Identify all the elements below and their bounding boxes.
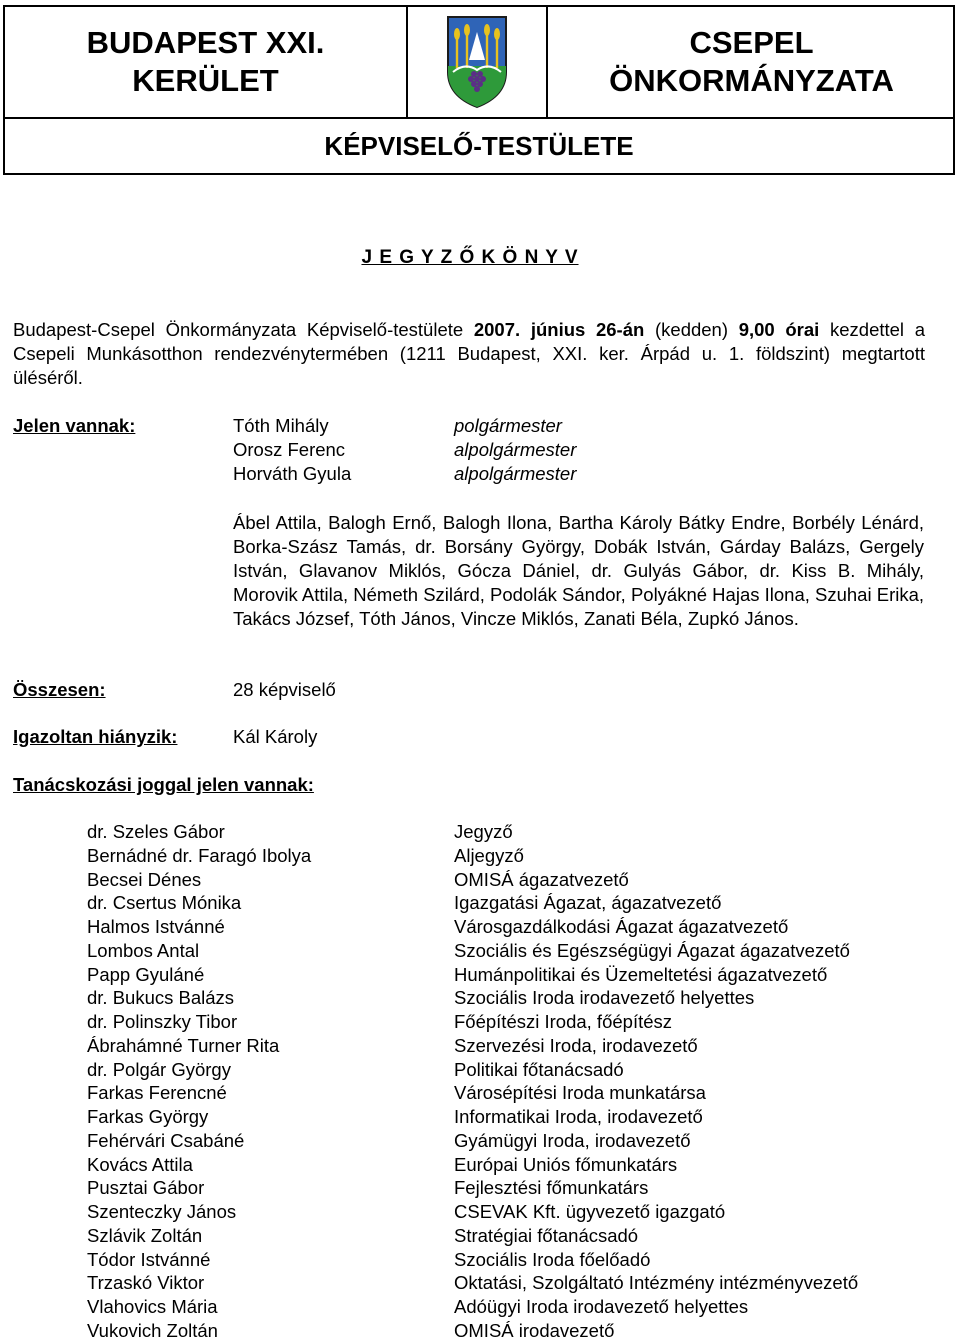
advisor-name: dr. Polgár György bbox=[87, 1058, 231, 1080]
advisory-list bbox=[87, 820, 947, 1343]
advisor-name: Lombos Antal bbox=[87, 939, 200, 961]
list-item bbox=[87, 915, 947, 939]
list-item bbox=[87, 844, 947, 868]
advisor-name: Vukovich Zoltán bbox=[87, 1319, 218, 1341]
list-item bbox=[87, 939, 947, 963]
advisor-role: Városépítési Iroda munkatársa bbox=[454, 1082, 706, 1104]
absent-label: Igazoltan hiányzik: bbox=[13, 726, 178, 747]
district-title: BUDAPEST XXI. KERÜLET bbox=[5, 7, 408, 117]
advisor-name: Trzaskó Viktor bbox=[87, 1272, 205, 1294]
list-item bbox=[87, 1319, 947, 1343]
list-item bbox=[87, 1200, 947, 1224]
coat-of-arms bbox=[408, 7, 548, 117]
coat-of-arms-icon bbox=[445, 14, 509, 110]
advisor-name: Pusztai Gábor bbox=[87, 1177, 205, 1199]
advisor-name: Becsei Dénes bbox=[87, 868, 202, 890]
list-item bbox=[87, 1224, 947, 1248]
list-item bbox=[87, 963, 947, 987]
advisor-role: Fejlesztési főmunkatárs bbox=[454, 1177, 649, 1199]
list-item bbox=[87, 1271, 947, 1295]
meeting-weekday: (kedden) bbox=[644, 319, 739, 340]
leader-name: Horváth Gyula bbox=[233, 463, 352, 484]
advisor-role: Informatikai Iroda, irodavezető bbox=[454, 1106, 703, 1127]
present-label: Jelen vannak: bbox=[13, 415, 136, 436]
advisor-name: Bernádné dr. Faragó Ibolya bbox=[87, 844, 312, 866]
list-item bbox=[87, 1129, 947, 1153]
list-item bbox=[87, 1058, 947, 1082]
advisor-role: Szervezési Iroda, irodavezető bbox=[454, 1034, 698, 1056]
list-item bbox=[87, 1010, 947, 1034]
advisor-name: Tódor Istvánné bbox=[87, 1248, 211, 1270]
advisor-role: Politikai főtanácsadó bbox=[454, 1058, 624, 1080]
advisor-role: Gyámügyi Iroda, irodavezető bbox=[454, 1129, 691, 1151]
advisor-name: Ábrahámné Turner Rita bbox=[87, 1034, 280, 1056]
list-item bbox=[87, 820, 947, 844]
advisor-role: Aljegyző bbox=[454, 844, 524, 866]
advisor-name: dr. Bukucs Balázs bbox=[87, 987, 235, 1009]
advisor-name: Papp Gyuláné bbox=[87, 963, 205, 985]
advisor-name: Halmos Istvánné bbox=[87, 916, 225, 937]
intro-after: kezdettel a Csepeli Munkásotthon rendezvénytermében (1211 Budapest, XXI. ker. Árpád u. 1. földszint) megtartott üléséről. bbox=[13, 319, 926, 388]
list-item bbox=[87, 1176, 947, 1200]
total-label: Összesen: bbox=[13, 679, 106, 700]
advisor-name: dr. Csertus Mónika bbox=[87, 892, 242, 914]
advisor-role: Oktatási, Szolgáltató Intézmény intézményvezető bbox=[454, 1272, 859, 1294]
letterhead bbox=[3, 5, 955, 175]
leader-name: Tóth Mihály bbox=[233, 415, 329, 436]
advisor-name: Szlávik Zoltán bbox=[87, 1224, 203, 1246]
document-title: J E G Y Z Ő K Ö N Y V bbox=[361, 247, 579, 268]
total-value: 28 képviselő bbox=[233, 679, 336, 700]
leader-name: Orosz Ferenc bbox=[233, 439, 346, 460]
absent-value: Kál Károly bbox=[233, 726, 318, 747]
leader-role: polgármester bbox=[454, 415, 562, 436]
meeting-date: 2007. június 26-án bbox=[473, 319, 645, 340]
advisor-role: OMISÁ ágazatvezető bbox=[454, 868, 629, 890]
advisor-role: Főépítészi Iroda, főépítész bbox=[454, 1011, 673, 1032]
advisor-name: dr. Szeles Gábor bbox=[87, 821, 225, 842]
advisor-role: Szociális Iroda főelőadó bbox=[454, 1248, 651, 1270]
advisor-name: Fehérvári Csabáné bbox=[87, 1129, 245, 1151]
list-item bbox=[87, 986, 947, 1010]
advisor-role: Szociális és Egészségügyi Ágazat ágazatvezető bbox=[454, 939, 850, 961]
advisor-role: Igazgatási Ágazat, ágazatvezető bbox=[454, 892, 722, 914]
leader-role: alpolgármester bbox=[454, 463, 577, 484]
leader-role: alpolgármester bbox=[454, 439, 577, 460]
advisor-role: Stratégiai főtanácsadó bbox=[454, 1224, 639, 1246]
body-title: KÉPVISELŐ-TESTÜLETE bbox=[5, 117, 953, 173]
advisor-name: Farkas György bbox=[87, 1106, 209, 1127]
intro-paragraph bbox=[13, 318, 925, 390]
advisor-role: Humánpolitikai és Üzemeltetési ágazatvezető bbox=[454, 963, 828, 985]
list-item bbox=[87, 1034, 947, 1058]
advisor-name: Vlahovics Mária bbox=[87, 1296, 218, 1317]
advisor-role: Városgazdálkodási Ágazat ágazatvezető bbox=[454, 916, 789, 937]
advisor-role: Jegyző bbox=[454, 821, 513, 842]
advisor-name: Szenteczky János bbox=[87, 1201, 237, 1222]
list-item bbox=[87, 1248, 947, 1272]
list-item bbox=[87, 1153, 947, 1177]
advisor-role: Európai Uniós főmunkatárs bbox=[454, 1153, 678, 1175]
advisor-name: dr. Polinszky Tibor bbox=[87, 1011, 238, 1032]
advisor-role: OMISÁ irodavezető bbox=[454, 1319, 615, 1341]
list-item bbox=[87, 891, 947, 915]
list-item bbox=[87, 1295, 947, 1319]
advisor-role: CSEVAK Kft. ügyvezető igazgató bbox=[454, 1201, 726, 1222]
advisor-role: Szociális Iroda irodavezető helyettes bbox=[454, 987, 755, 1009]
intro-before: Budapest-Csepel Önkormányzata Képviselő-testülete bbox=[13, 319, 474, 340]
list-item bbox=[87, 1081, 947, 1105]
list-item bbox=[87, 868, 947, 892]
meeting-time: 9,00 órai bbox=[738, 319, 820, 340]
members-list: Ábel Attila, Balogh Ernő, Balogh Ilona, Bartha Károly Bátky Endre, Borbély Lénárd, Borka-Szász Tamás, dr. Borsány György, Dobák István, Gárday Balázs, Gergely István, Glavanov Miklós, Gócza Dániel, dr. Gulyás Gábor, dr. Kiss B. Mihály, Morovik Attila, Németh Szilárd, Podolák Sándor, Polyákné Hajas Ilona, Szuhai Erika, Takács József, Tóth János, Vincze Miklós, Zanati Béla, Zupkó János. bbox=[233, 512, 925, 629]
advisor-role: Adóügyi Iroda irodavezető helyettes bbox=[454, 1296, 749, 1317]
advisor-name: Kovács Attila bbox=[87, 1153, 193, 1175]
advisory-label: Tanácskozási joggal jelen vannak: bbox=[13, 774, 314, 795]
municipality-title: CSEPEL ÖNKORMÁNYZATA bbox=[609, 25, 894, 98]
advisor-name: Farkas Ferencné bbox=[87, 1082, 227, 1104]
list-item bbox=[87, 1105, 947, 1129]
